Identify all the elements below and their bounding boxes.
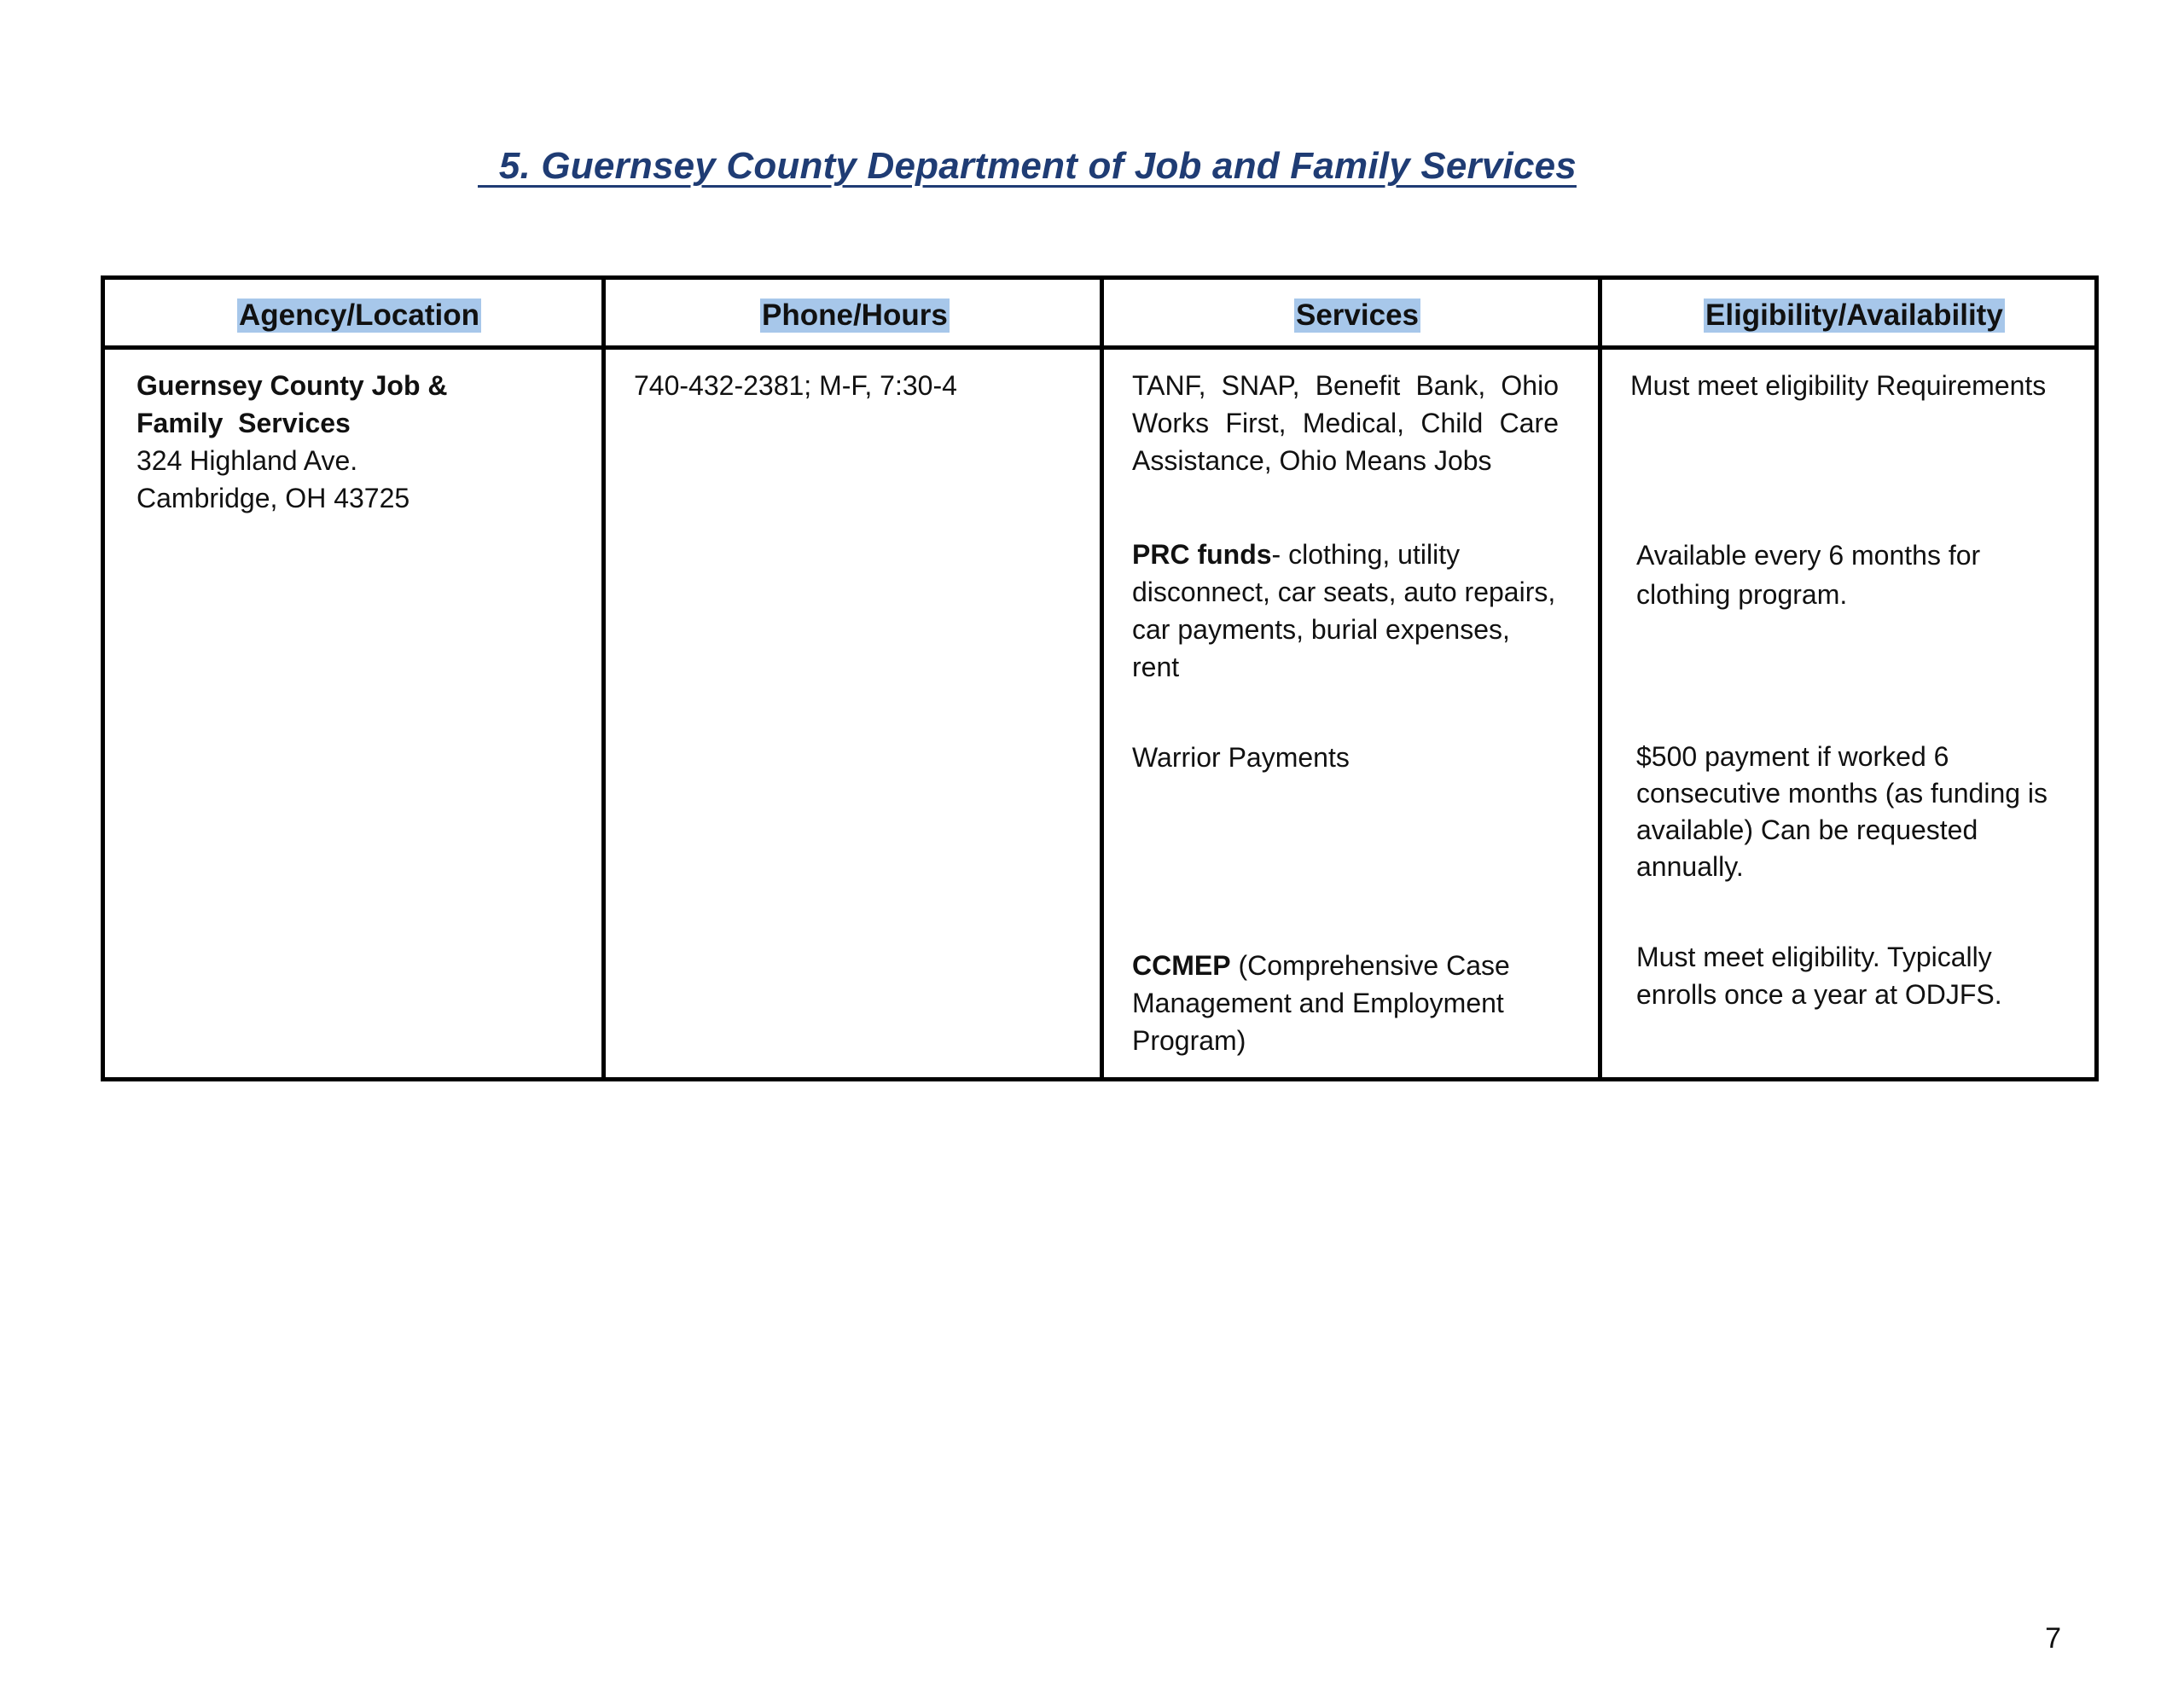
- service-name: CCMEP: [1132, 950, 1231, 981]
- column-divider: [601, 280, 606, 1077]
- header-services: Services: [1296, 299, 1420, 332]
- agency-cell: [136, 367, 563, 517]
- agency-address-street: 324 Highland Ave.: [136, 445, 358, 476]
- eligibility-prc-funds: Available every 6 months for clothing program.: [1636, 540, 1981, 610]
- eligibility-warrior-payments: $500 payment if worked 6 consecutive months (as funding is available) Can be requested annually.: [1636, 741, 2048, 882]
- header-agency-location: Agency/Location: [239, 299, 479, 332]
- header-phone-hours: Phone/Hours: [762, 299, 948, 332]
- service-general: TANF, SNAP, Benefit Bank, Ohio Works First, Medical, Child Care Assistance, Ohio Means Jobs: [1132, 370, 1559, 476]
- services-table: [101, 275, 2099, 1081]
- eligibility-general: Must meet eligibility Requirements: [1630, 370, 2047, 401]
- service-warrior-payments: Warrior Payments: [1132, 742, 1350, 773]
- service-description: (Comprehensive Case Management and Employment Program): [1132, 950, 1510, 1056]
- service-prc-funds: [1132, 536, 1559, 686]
- page-number: 7: [2045, 1622, 2061, 1655]
- agency-name-line1: Guernsey County Job &: [136, 370, 448, 401]
- header-eligibility-availability: Eligibility/Availability: [1705, 299, 2003, 332]
- service-ccmep: [1132, 947, 1559, 1059]
- eligibility-ccmep: Must meet eligibility. Typically enrolls once a year at ODJFS.: [1636, 942, 2002, 1010]
- column-divider: [1100, 280, 1104, 1077]
- service-name: PRC funds: [1132, 539, 1272, 570]
- header-divider: [105, 345, 2094, 350]
- column-divider: [1598, 280, 1602, 1077]
- page-title: 5. Guernsey County Department of Job and Family Services: [478, 145, 1577, 187]
- phone-hours-cell: 740-432-2381; M-F, 7:30-4: [634, 370, 957, 401]
- service-description: - clothing, utility disconnect, car seats, auto repairs, car payments, burial expenses, rent: [1132, 539, 1556, 682]
- agency-address-city: Cambridge, OH 43725: [136, 483, 410, 513]
- agency-name-line2: Family Services: [136, 408, 351, 438]
